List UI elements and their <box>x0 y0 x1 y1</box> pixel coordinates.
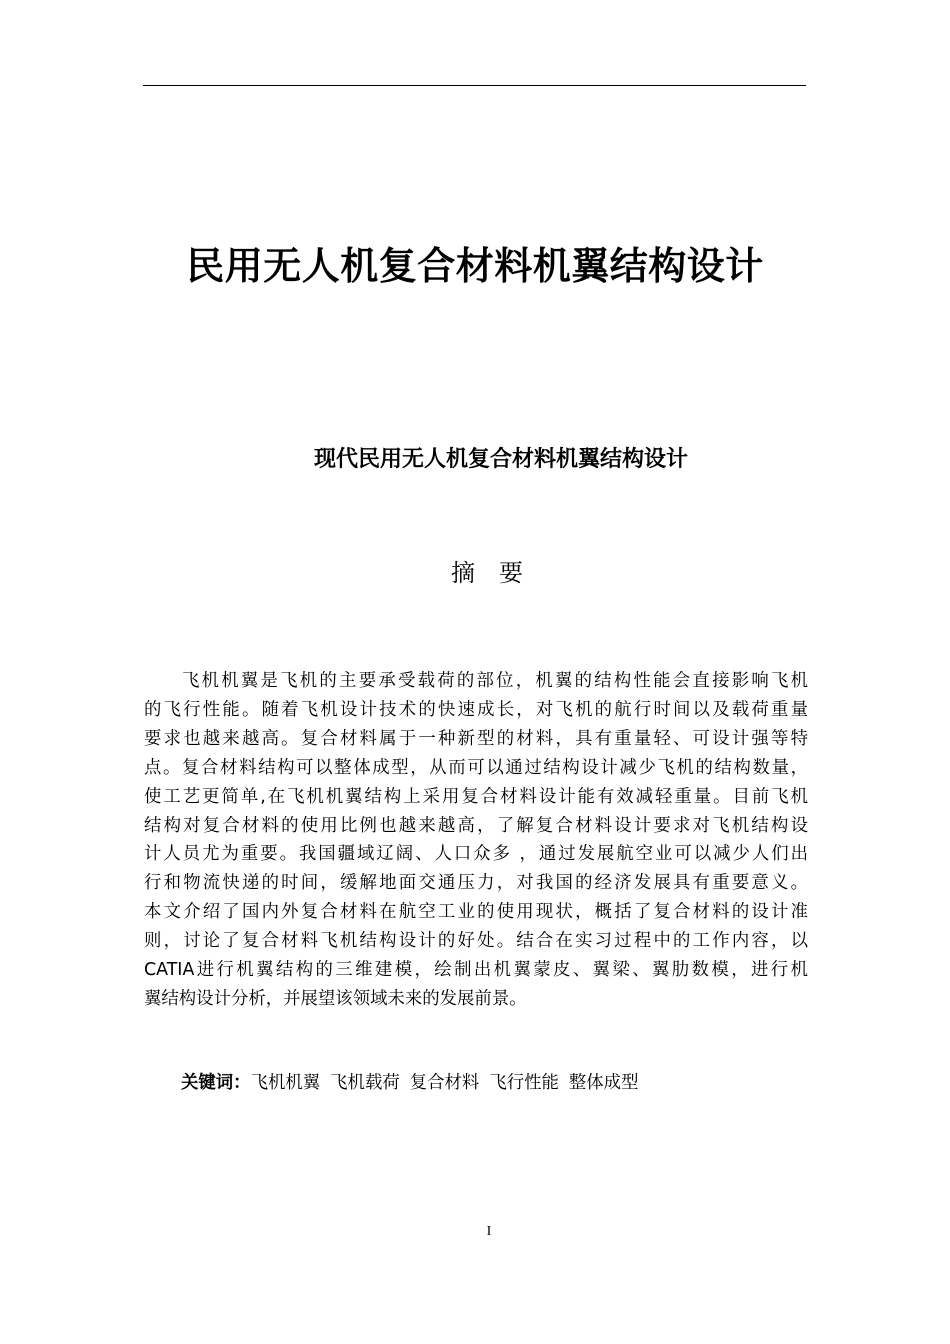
keyword: 整体成型 <box>568 1073 639 1093</box>
document-subtitle: 现代民用无人机复合材料机翼结构设计 <box>313 447 688 472</box>
abstract-line: 行和物流快递的时间，缓解地面交通压力，对我国的经济发展具有重要意义。 <box>144 873 808 894</box>
keyword: 飞行性能 <box>489 1073 559 1093</box>
keyword: 复合材料 <box>409 1073 480 1093</box>
abstract-line: 计人员尤为重要。我国疆域辽阔、人口众多 ，通过发展航空业可以减少人们出 <box>144 844 808 865</box>
abstract-paragraph <box>144 667 808 1014</box>
keywords-label: 关键词： <box>181 1073 251 1093</box>
keyword: 飞机载荷 <box>330 1073 400 1093</box>
abstract-line: 翼结构设计分析，并展望该领域未来的发展前景。 <box>144 988 527 1009</box>
document-title: 民用无人机复合材料机翼结构设计 <box>186 244 764 288</box>
abstract-body <box>144 667 808 1014</box>
abstract-line: 结构对复合材料的使用比例也越来越高，了解复合材料设计要求对飞机结构设 <box>144 815 808 836</box>
keyword: 飞机机翼 <box>250 1073 321 1093</box>
abstract-line: 使工艺更简单,在飞机机翼结构上采用复合材料设计能有效减轻重量。目前飞机 <box>144 786 808 807</box>
abstract-line: 的飞行性能。随着飞机设计技术的快速成长，对飞机的航行时间以及载荷重量 <box>144 699 808 720</box>
abstract-line: 点。复合材料结构可以整体成型，从而可以通过结构设计减少飞机的结构数量， <box>144 757 808 778</box>
abstract-line: 本文介绍了国内外复合材料在航空工业的使用现状，概括了复合材料的设计准 <box>144 902 808 923</box>
page-number: I <box>486 1224 492 1239</box>
abstract-line: 要求也越来越高。复合材料属于一种新型的材料，具有重量轻、可设计强等特 <box>144 728 808 749</box>
abstract-heading: 摘要 <box>451 559 547 587</box>
abstract-line: 则，讨论了复合材料飞机结构设计的好处。结合在实习过程中的工作内容，以 <box>144 931 808 952</box>
keywords-line <box>181 1069 801 1097</box>
header-rule <box>143 85 806 86</box>
abstract-line: 飞机机翼是飞机的主要承受载荷的部位，机翼的结构性能会直接影响飞机 <box>182 671 808 691</box>
abstract-line: CATIA进行机翼结构的三维建模，绘制出机翼蒙皮、翼梁、翼肋数模，进行机 <box>144 960 808 981</box>
